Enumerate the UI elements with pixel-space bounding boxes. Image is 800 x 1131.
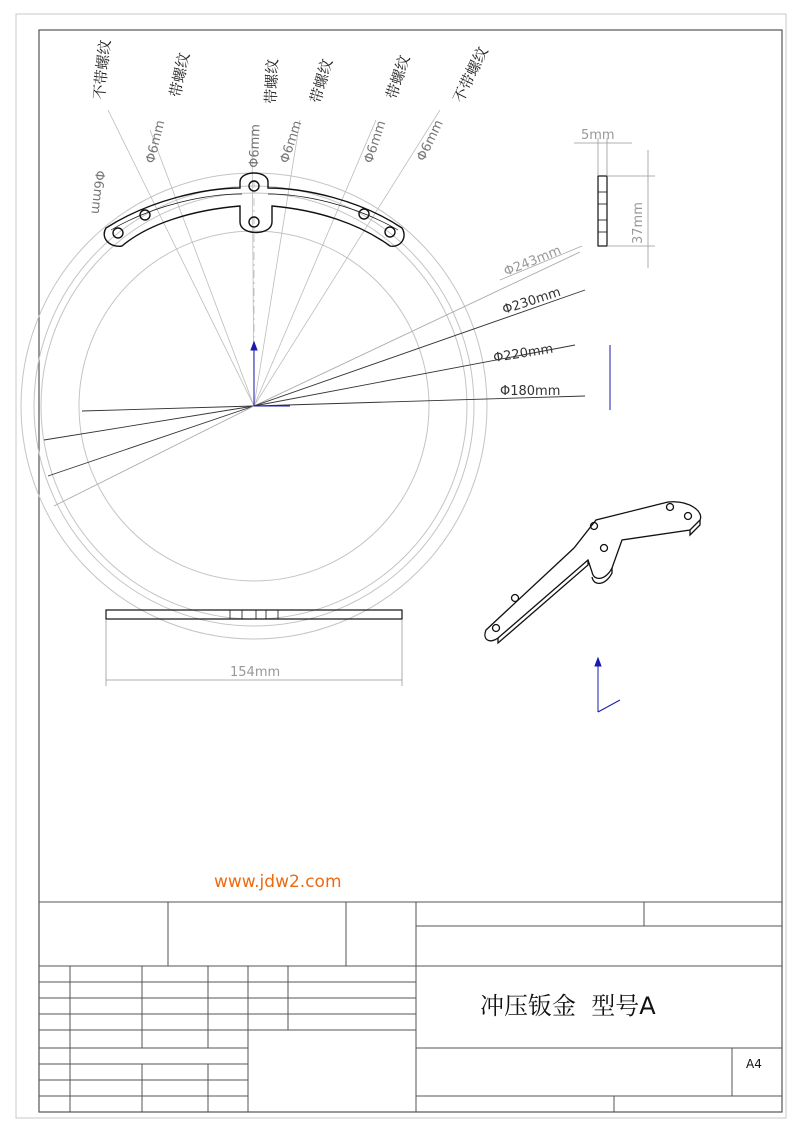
dim-width: 154mm bbox=[230, 665, 281, 680]
hole-note-3-diameter: Φ6mm bbox=[247, 123, 264, 169]
hole-note-1-diameter: Φ6mm bbox=[87, 169, 107, 215]
dim-d180: Φ180mm bbox=[500, 384, 561, 399]
hole-note-6-thread: 不带螺纹 bbox=[449, 43, 492, 106]
hole-6 bbox=[385, 227, 395, 237]
sheet-size: A4 bbox=[746, 1057, 762, 1071]
hole-note-4-diameter: Φ6mm bbox=[277, 118, 306, 166]
hole-notes bbox=[87, 39, 491, 215]
hole-note-5-thread: 带螺纹 bbox=[382, 52, 414, 102]
diameter-leaders bbox=[44, 252, 585, 506]
dim-d220: Φ220mm bbox=[492, 341, 555, 366]
hole-note-2-diameter: Φ6mm bbox=[143, 118, 169, 165]
dim-height: 37mm bbox=[631, 202, 646, 244]
title-block bbox=[39, 902, 782, 1112]
hole-note-4-thread: 带螺纹 bbox=[306, 56, 337, 106]
side-view bbox=[598, 176, 607, 246]
drawing-frame bbox=[39, 30, 782, 1112]
watermark-url: www.jdw2.com bbox=[214, 872, 342, 892]
dim-d243: Φ243mm bbox=[501, 243, 564, 280]
hole-note-3-thread: 带螺纹 bbox=[262, 58, 282, 105]
hole-note-6-diameter: Φ6mm bbox=[414, 117, 447, 164]
origin-triad bbox=[251, 342, 290, 406]
hole-note-1-thread: 不带螺纹 bbox=[90, 38, 115, 101]
isometric-view bbox=[485, 502, 701, 643]
drawing-title: 冲压钣金 型号A bbox=[480, 992, 656, 1020]
hole-note-2-thread: 带螺纹 bbox=[166, 51, 194, 99]
hole-note-5-diameter: Φ6mm bbox=[361, 118, 390, 166]
iso-axis bbox=[595, 658, 620, 712]
dim-thickness: 5mm bbox=[581, 128, 615, 143]
dim-d230: Φ230mm bbox=[500, 284, 563, 318]
outer-border bbox=[16, 14, 786, 1118]
